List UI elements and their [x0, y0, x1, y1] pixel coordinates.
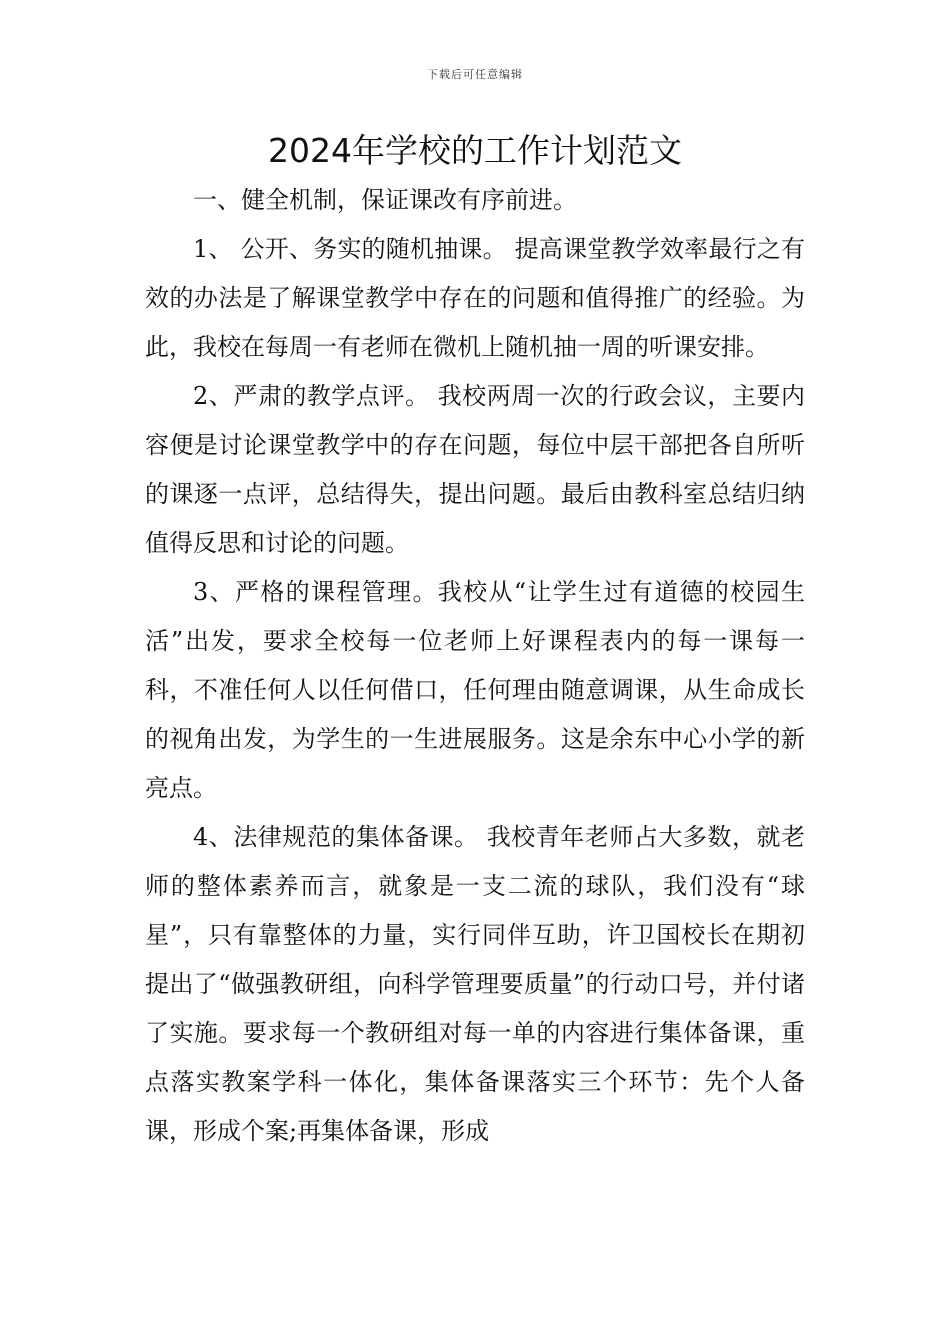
paragraph-item-4: 4、法律规范的集体备课。 我校青年老师占大多数，就老师的整体素养而言，就象是一支二流的球队，我们没有“球星”，只有靠整体的力量，实行同伴互助，许卫国校长在期初提出了“做强教研组，向科学管理要质量”的行动口号，并付诸了实施。要求每一个教研组对每一单的内容进行集体备课，重点落实教案学科一体化，集体备课落实三个环节：先个人备课，形成个案;再集体备课，形成: [145, 823, 805, 1145]
paragraph-item-2: 2、严肃的教学点评。 我校两周一次的行政会议，主要内容便是讨论课堂教学中的存在问题，每位中层干部把各自所听的课逐一点评，总结得失，提出问题。最后由教科室总结归纳值得反思和讨论的问题。: [145, 382, 805, 557]
paragraph-section-heading: 一、健全机制，保证课改有序前进。: [193, 186, 577, 214]
page-header-note: 下载后可任意编辑: [427, 68, 523, 81]
paragraph-item-3: 3、严格的课程管理。我校从“让学生过有道德的校园生活”出发，要求全校每一位老师上好课程表内的每一课每一科，不准任何人以任何借口，任何理由随意调课，从生命成长的视角出发，为学生的一生进展服务。这是余东中心小学的新亮点。: [145, 578, 805, 802]
document-title: 2024年学校的工作计划范文: [268, 131, 682, 170]
document-body: [145, 176, 805, 1156]
paragraph-item-1: 1、 公开、务实的随机抽课。 提高课堂教学效率最行之有效的办法是了解课堂教学中存在的问题和值得推广的经验。为此，我校在每周一有老师在微机上随机抽一周的听课安排。: [145, 235, 805, 361]
